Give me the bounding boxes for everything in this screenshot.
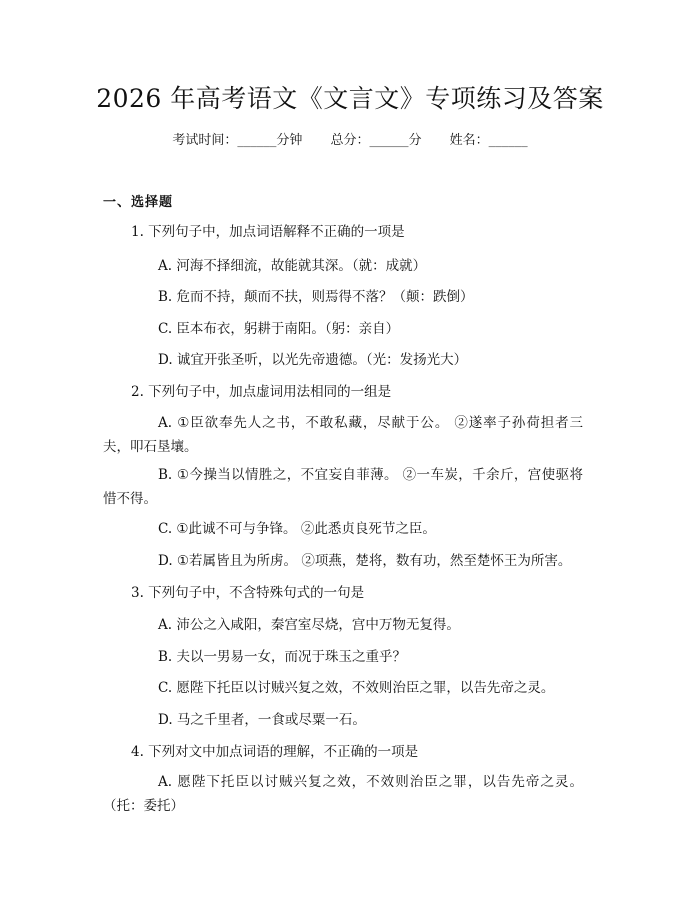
question-option: C. ①此诚不可与争锋。 ②此悉贞良死节之臣。 [158,521,436,537]
question-option: C. 愿陛下托臣以讨贼兴复之效，不效则治臣之罪，以告先帝之灵。 [158,680,555,696]
question-option: D. ①若属皆且为所虏。 ②项燕，楚将，数有功，然至楚怀王为所害。 [158,553,572,569]
question-stem: 1. 下列句子中，加点词语解释不正确的一项是 [131,224,405,240]
question-option: B. 夫以一男易一女，而况于珠玉之重乎？ [158,649,407,665]
question-option: D. 诚宜开张圣听，以光先帝遗德。（光：发扬光大） [158,352,468,368]
exam-meta [0,132,700,150]
question-option: A. 愿陛下托臣以讨贼兴复之效，不效则治臣之罪，以告先帝之灵。（托：委托） [103,774,583,814]
section-heading: 一、选择题 [103,195,174,210]
question-option: D. 马之千里者，一食或尽粟一石。 [158,712,366,728]
question-option: C. 臣本布衣，躬耕于南阳。（躬：亲自） [158,321,400,337]
question-stem: 4. 下列对文中加点词语的理解，不正确的一项是 [131,744,419,760]
question-option: A. 河海不择细流，故能就其深。（就：成就） [158,258,427,274]
question-option: A. 沛公之入咸阳，秦宫室尽烧，宫中万物无复得。 [158,617,460,633]
name-field: 姓名：______ [449,133,528,148]
question-option: B. ①今操当以情胜之，不宜妄自菲薄。 ②一车炭，千余斤，宫使驱将惜不得。 [103,467,583,507]
question-option: A. ①臣欲奉先人之书，不敢私藏，尽献于公。 ②遂率子孙荷担者三夫，叩石垦壤。 [103,415,583,455]
page-title: 2026 年高考语文《文言文》专项练习及答案 [96,84,604,113]
time-field: 考试时间：______分钟 [172,133,303,148]
question-option: B. 危而不持，颠而不扶，则焉得不落？（颠：跌倒） [158,289,474,305]
question-stem: 2. 下列句子中，加点虚词用法相同的一组是 [131,384,392,400]
score-field: 总分：______分 [330,133,422,148]
question-stem: 3. 下列句子中，不含特殊句式的一句是 [131,585,365,601]
